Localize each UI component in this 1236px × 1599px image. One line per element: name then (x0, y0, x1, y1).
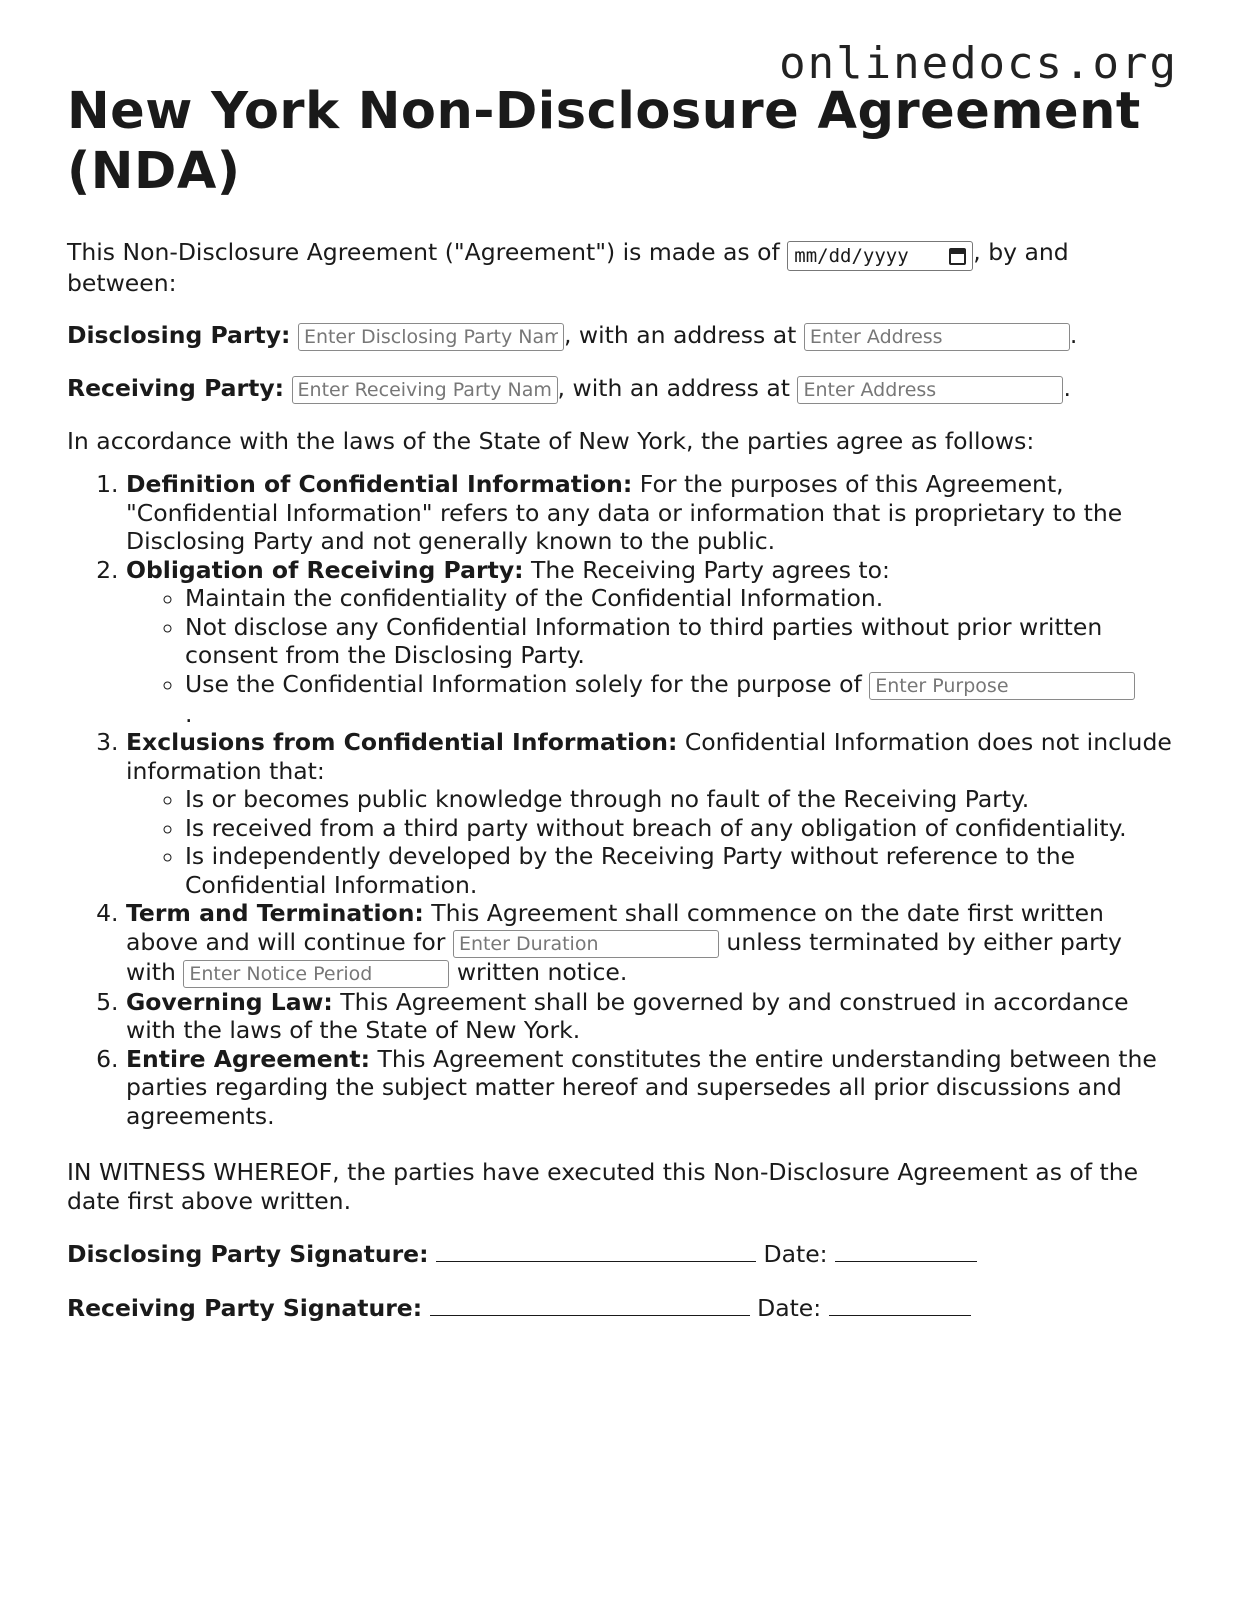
section-6-title: Entire Agreement: (126, 1044, 371, 1073)
disclosing-party-name-input[interactable] (298, 323, 564, 351)
receiving-signature-line (67, 1293, 1172, 1323)
terms-list (67, 470, 1172, 1130)
disclosing-party-label: Disclosing Party: (67, 320, 291, 349)
list-item (185, 670, 1172, 729)
calendar-icon[interactable] (949, 248, 966, 265)
witness-paragraph: IN WITNESS WHEREOF, the parties have executed this Non-Disclosure Agreement as of the date first above written. (67, 1158, 1139, 1215)
list-item: ◦ Is or becomes public knowledge through no fault of the Receiving Party. (185, 785, 1172, 814)
list-item: ◦ Is independently developed by the Receiving Party without reference to the Confidential Information. (185, 842, 1172, 899)
purpose-input[interactable] (869, 672, 1135, 700)
disclosing-end: . (1069, 320, 1078, 349)
list-item: ◦ Maintain the confidentiality of the Confidential Information. (185, 584, 1172, 613)
section-5 (126, 988, 1172, 1045)
disclosing-party-address-input[interactable] (804, 323, 1070, 351)
receiving-date-blank (829, 1293, 971, 1316)
document-title: New York Non-Disclosure Agreement (NDA) (67, 82, 1141, 201)
list-item: ◦ Not disclose any Confidential Information to third parties without prior written consent from the Disclosing Party. (185, 613, 1172, 670)
section-3 (126, 728, 1172, 899)
duration-input[interactable] (453, 930, 719, 958)
section-2-title: Obligation of Receiving Party: (126, 555, 524, 584)
document-page (67, 82, 1172, 1322)
date-label: Date: (763, 1240, 828, 1269)
list-item: ◦ Is received from a third party without breach of any obligation of confidentiality. (185, 814, 1172, 843)
section-4 (126, 899, 1172, 988)
receiving-end: . (1063, 373, 1071, 402)
section-4-text: This Agreement shall commence on the date first written above and will continue for (126, 899, 1104, 956)
receiving-party-address-input[interactable] (797, 376, 1063, 404)
receiving-party-label: Receiving Party: (67, 373, 285, 402)
intro-text: This Non-Disclosure Agreement ("Agreement") is made as of (67, 238, 780, 266)
receiving-party-line (67, 374, 1172, 404)
date-placeholder: mm/dd/yyyy (794, 245, 909, 267)
exclusions-list (126, 785, 1172, 899)
section-6 (126, 1045, 1172, 1131)
section-3-title: Exclusions from Confidential Information: (126, 728, 678, 757)
section-6-text: This Agreement constitutes the entire understanding between the parties regarding the subject matter hereof and supersedes all prior discussions and agreements. (126, 1044, 1157, 1130)
purpose-end: . (185, 699, 193, 728)
date-label: Date: (757, 1293, 822, 1322)
disclosing-address-text: , with an address at (563, 320, 797, 349)
obligations-list (126, 584, 1172, 728)
receiving-signature-label: Receiving Party Signature: (67, 1293, 423, 1322)
section-1-text: For the purposes of this Agreement, "Confidential Information" refers to any data or information that is proprietary to the Disclosing Party and not generally known to the public. (126, 470, 1123, 556)
disclosing-signature-line (67, 1239, 1172, 1269)
lead-paragraph: In accordance with the laws of the State of New York, the parties agree as follows: (67, 426, 1035, 455)
intro-paragraph (67, 238, 1172, 298)
section-2-text: The Receiving Party agrees to: (523, 555, 890, 584)
receiving-signature-blank (430, 1293, 750, 1316)
section-1 (126, 470, 1172, 556)
disclosing-party-line (67, 321, 1172, 351)
intro-text-after: , by and between: (67, 238, 1069, 298)
section-3-text: Confidential Information does not include information that: (126, 728, 1172, 785)
notice-period-input[interactable] (183, 960, 449, 988)
purpose-text: Use the Confidential Information solely for the purpose of (185, 669, 862, 698)
section-5-text: This Agreement shall be governed by and construed in accordance with the laws of the State of New York. (126, 987, 1129, 1045)
watermark-logo: onlinedocs.org (779, 38, 1178, 89)
section-5-title: Governing Law: (126, 987, 333, 1016)
section-4-text-3: written notice. (456, 957, 628, 986)
receiving-address-text: , with an address at (557, 373, 790, 402)
disclosing-signature-blank (436, 1239, 756, 1262)
section-4-text-2: unless terminated by either party with (126, 927, 1122, 986)
section-2 (126, 556, 1172, 729)
receiving-party-name-input[interactable] (292, 376, 558, 404)
disclosing-date-blank (835, 1239, 977, 1262)
agreement-date-input[interactable] (787, 241, 973, 271)
section-4-title: Term and Termination: (126, 899, 424, 928)
section-1-title: Definition of Confidential Information: (126, 470, 633, 499)
disclosing-signature-label: Disclosing Party Signature: (67, 1240, 429, 1269)
